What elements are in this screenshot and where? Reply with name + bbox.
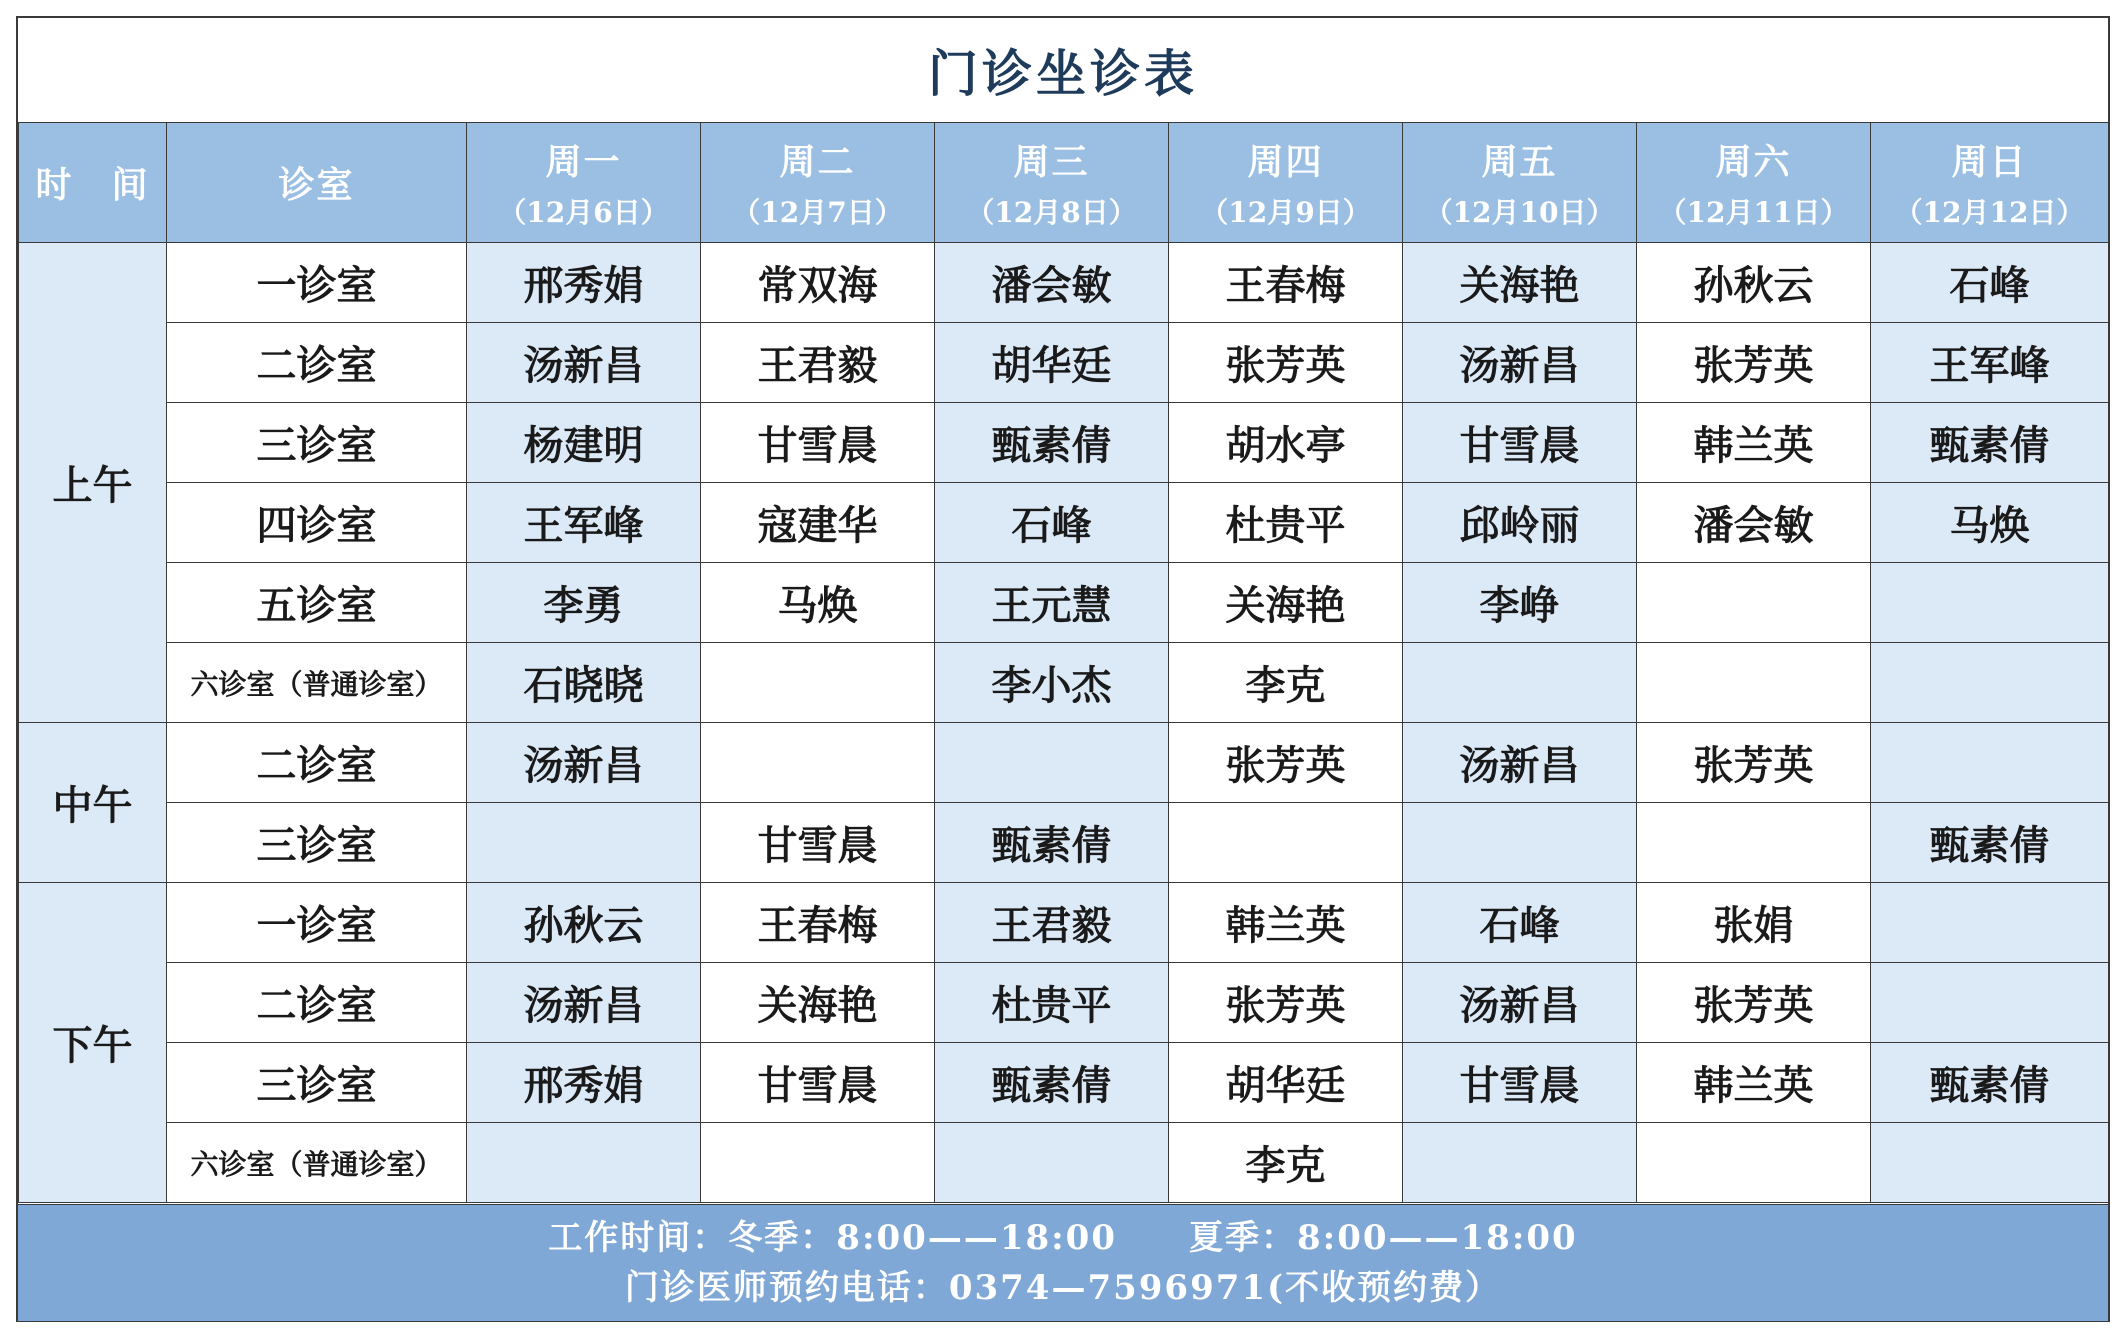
header-row [19, 123, 2109, 243]
schedule-table [18, 122, 2109, 1203]
doctor-cell: 石峰 [935, 483, 1169, 563]
doctor-cell: 甄素倩 [1871, 403, 2109, 483]
doctor-cell: 甘雪晨 [701, 403, 935, 483]
doctor-cell: 张芳英 [1637, 723, 1871, 803]
doctor-cell [701, 723, 935, 803]
doctor-cell: 胡华廷 [935, 323, 1169, 403]
doctor-cell [1637, 643, 1871, 723]
doctor-cell [1169, 803, 1403, 883]
table-row [19, 1123, 2109, 1203]
doctor-cell: 关海艳 [1403, 243, 1637, 323]
doctor-cell: 李峥 [1403, 563, 1637, 643]
room-label: 一诊室 [167, 243, 467, 323]
doctor-cell: 孙秋云 [467, 883, 701, 963]
doctor-cell: 张芳英 [1169, 963, 1403, 1043]
doctor-cell: 王君毅 [935, 883, 1169, 963]
room-label: 二诊室 [167, 963, 467, 1043]
doctor-cell [1403, 803, 1637, 883]
doctor-cell: 潘会敏 [935, 243, 1169, 323]
doctor-cell: 邱岭丽 [1403, 483, 1637, 563]
doctor-cell: 孙秋云 [1637, 243, 1871, 323]
period-label: 中午 [19, 723, 167, 883]
doctor-cell: 关海艳 [701, 963, 935, 1043]
doctor-cell: 胡水亭 [1169, 403, 1403, 483]
doctor-cell: 甘雪晨 [1403, 1043, 1637, 1123]
doctor-cell: 张芳英 [1637, 963, 1871, 1043]
doctor-cell [1637, 803, 1871, 883]
doctor-cell: 李小杰 [935, 643, 1169, 723]
doctor-cell: 邢秀娟 [467, 243, 701, 323]
schedule-body [19, 243, 2109, 1203]
doctor-cell: 汤新昌 [1403, 323, 1637, 403]
working-hours: 工作时间：冬季：8:00——18:00 夏季：8:00——18:00 [548, 1218, 1578, 1258]
doctor-cell: 王春梅 [1169, 243, 1403, 323]
doctor-cell [1871, 963, 2109, 1043]
schedule-sheet [16, 16, 2110, 1322]
doctor-cell: 张芳英 [1637, 323, 1871, 403]
period-label: 上午 [19, 243, 167, 723]
doctor-cell: 汤新昌 [467, 323, 701, 403]
page-title: 门诊坐诊表 [928, 44, 1198, 103]
room-label: 三诊室 [167, 1043, 467, 1123]
doctor-cell [1871, 883, 2109, 963]
doctor-cell [467, 803, 701, 883]
table-row [19, 803, 2109, 883]
table-row [19, 563, 2109, 643]
doctor-cell: 李克 [1169, 643, 1403, 723]
doctor-cell: 张芳英 [1169, 723, 1403, 803]
room-label: 三诊室 [167, 403, 467, 483]
doctor-cell: 王春梅 [701, 883, 935, 963]
doctor-cell [1403, 1123, 1637, 1203]
doctor-cell: 杨建明 [467, 403, 701, 483]
doctor-cell [1637, 563, 1871, 643]
doctor-cell: 甘雪晨 [1403, 403, 1637, 483]
header-day-sun: 周日 （12月12日） [1871, 123, 2109, 243]
doctor-cell: 韩兰英 [1637, 403, 1871, 483]
doctor-cell: 汤新昌 [467, 723, 701, 803]
doctor-cell: 李勇 [467, 563, 701, 643]
doctor-cell [701, 1123, 935, 1203]
doctor-cell: 甄素倩 [935, 1043, 1169, 1123]
doctor-cell [467, 1123, 701, 1203]
header-room: 诊室 [167, 123, 467, 243]
doctor-cell: 李克 [1169, 1123, 1403, 1203]
table-row [19, 483, 2109, 563]
appointment-phone: 门诊医师预约电话：0374—7596971(不收预约费） [624, 1268, 1502, 1308]
header-day-sat: 周六 （12月11日） [1637, 123, 1871, 243]
doctor-cell: 王君毅 [701, 323, 935, 403]
doctor-cell: 杜贵平 [935, 963, 1169, 1043]
table-row [19, 403, 2109, 483]
doctor-cell: 韩兰英 [1169, 883, 1403, 963]
doctor-cell: 潘会敏 [1637, 483, 1871, 563]
doctor-cell: 甄素倩 [935, 403, 1169, 483]
table-row [19, 1043, 2109, 1123]
doctor-cell: 关海艳 [1169, 563, 1403, 643]
doctor-cell: 甄素倩 [1871, 1043, 2109, 1123]
doctor-cell: 甘雪晨 [701, 1043, 935, 1123]
doctor-cell [1403, 643, 1637, 723]
doctor-cell: 常双海 [701, 243, 935, 323]
header-day-tue: 周二 （12月7日） [701, 123, 935, 243]
room-label: 六诊室（普通诊室） [167, 643, 467, 723]
table-row [19, 963, 2109, 1043]
footer-banner [18, 1204, 2108, 1321]
header-time: 时 间 [19, 123, 167, 243]
doctor-cell: 石峰 [1871, 243, 2109, 323]
doctor-cell: 韩兰英 [1637, 1043, 1871, 1123]
doctor-cell [1871, 643, 2109, 723]
table-row [19, 643, 2109, 723]
doctor-cell: 汤新昌 [467, 963, 701, 1043]
doctor-cell: 马焕 [1871, 483, 2109, 563]
doctor-cell: 甘雪晨 [701, 803, 935, 883]
header-day-mon: 周一 （12月6日） [467, 123, 701, 243]
room-label: 一诊室 [167, 883, 467, 963]
table-row [19, 883, 2109, 963]
doctor-cell: 杜贵平 [1169, 483, 1403, 563]
table-row [19, 323, 2109, 403]
room-label: 六诊室（普通诊室） [167, 1123, 467, 1203]
doctor-cell: 甄素倩 [935, 803, 1169, 883]
doctor-cell: 石峰 [1403, 883, 1637, 963]
period-label: 下午 [19, 883, 167, 1203]
doctor-cell: 胡华廷 [1169, 1043, 1403, 1123]
table-row [19, 243, 2109, 323]
header-day-wed: 周三 （12月8日） [935, 123, 1169, 243]
doctor-cell: 张娟 [1637, 883, 1871, 963]
doctor-cell [1871, 563, 2109, 643]
header-day-fri: 周五 （12月10日） [1403, 123, 1637, 243]
doctor-cell [935, 723, 1169, 803]
doctor-cell: 汤新昌 [1403, 963, 1637, 1043]
doctor-cell [1637, 1123, 1871, 1203]
doctor-cell [1871, 1123, 2109, 1203]
doctor-cell [1871, 723, 2109, 803]
doctor-cell: 张芳英 [1169, 323, 1403, 403]
doctor-cell: 邢秀娟 [467, 1043, 701, 1123]
table-row [19, 723, 2109, 803]
room-label: 四诊室 [167, 483, 467, 563]
doctor-cell: 王军峰 [1871, 323, 2109, 403]
doctor-cell: 甄素倩 [1871, 803, 2109, 883]
room-label: 二诊室 [167, 323, 467, 403]
room-label: 二诊室 [167, 723, 467, 803]
doctor-cell: 汤新昌 [1403, 723, 1637, 803]
doctor-cell [935, 1123, 1169, 1203]
room-label: 三诊室 [167, 803, 467, 883]
doctor-cell [701, 643, 935, 723]
doctor-cell: 王军峰 [467, 483, 701, 563]
doctor-cell: 王元慧 [935, 563, 1169, 643]
doctor-cell: 寇建华 [701, 483, 935, 563]
doctor-cell: 石晓晓 [467, 643, 701, 723]
header-day-thu: 周四 （12月9日） [1169, 123, 1403, 243]
room-label: 五诊室 [167, 563, 467, 643]
doctor-cell: 马焕 [701, 563, 935, 643]
